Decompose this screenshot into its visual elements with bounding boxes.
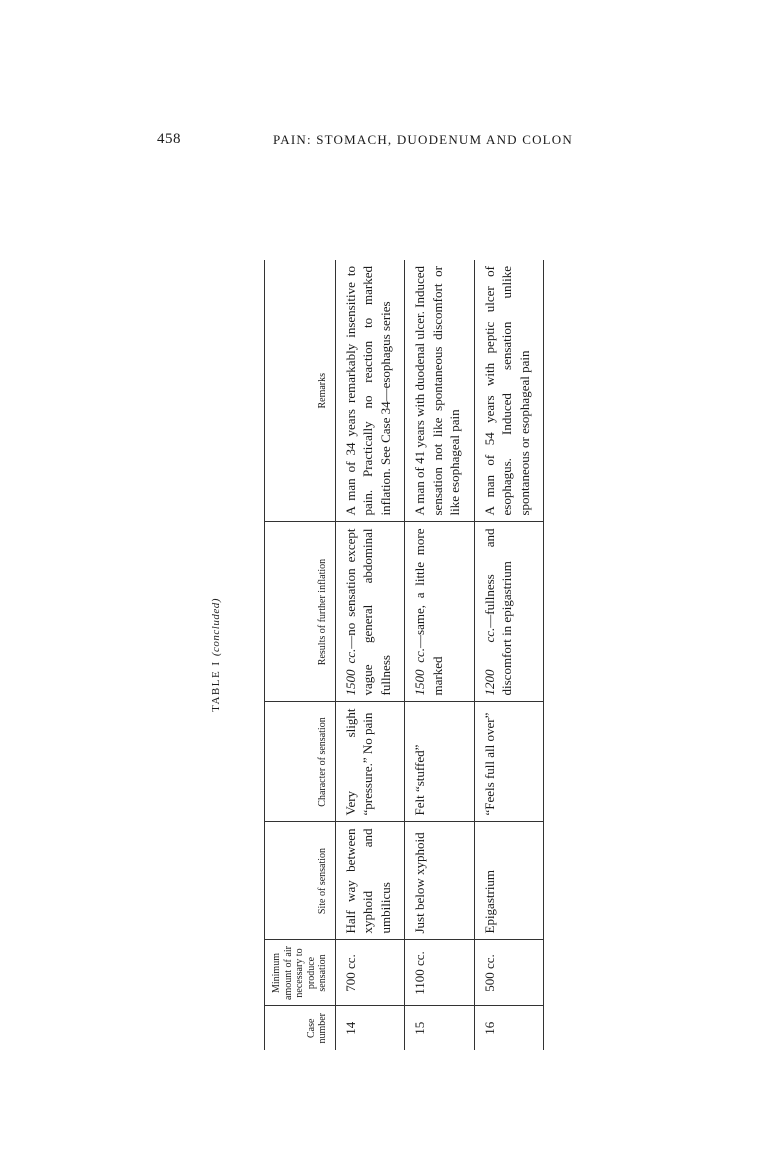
cell-min-air: 1100 cc. [405, 940, 475, 1006]
results-amount: 1200 cc. [481, 627, 497, 696]
cell-remarks: A man of 34 years remarkably insensitive to pain. Practically no reaction to marked inflation. See Case 34—esophagus series [335, 260, 405, 522]
cell-character: “Feels full all over” [474, 702, 544, 822]
table-caption-note: (concluded) [210, 598, 222, 657]
results-amount: 1500 cc. [412, 647, 428, 696]
header-results: Results of further inflation [265, 522, 336, 702]
results-text: —fullness and discomfort in epigastrium [481, 528, 515, 696]
header-character: Character of sensation [265, 702, 336, 822]
cell-results [335, 522, 405, 702]
cell-remarks: A man of 54 years with peptic ulcer of esophagus. Induced sensation unlike spontaneous or esophageal pain [474, 260, 544, 522]
table-caption-label: TABLE I [210, 660, 222, 712]
running-head: PAIN: STOMACH, DUODENUM AND COLON [273, 132, 573, 147]
header-remarks: Remarks [265, 260, 336, 522]
cell-site: Half way between xyphoid and umbilicus [335, 822, 405, 940]
cell-site: Just below xyphoid [405, 822, 475, 940]
data-table [264, 260, 544, 1050]
results-amount: 1500 cc. [342, 648, 358, 696]
header-site: Site of sensation [265, 822, 336, 940]
cell-character: Very slight “pressure.” No pain [335, 702, 405, 822]
page-number: 458 [157, 131, 181, 147]
cell-remarks: A man of 41 years with duodenal ulcer. Induced sensation not like spontaneous discomfort or like esophageal pain [405, 260, 475, 522]
cell-case: 15 [405, 1006, 475, 1050]
cell-case: 14 [335, 1006, 405, 1050]
table-header-row [265, 260, 336, 1050]
cell-results [474, 522, 544, 702]
cell-results [405, 522, 475, 702]
cell-min-air: 700 cc. [335, 940, 405, 1006]
header-case-number: Case number [265, 1006, 336, 1050]
cell-case: 16 [474, 1006, 544, 1050]
results-text: —no sensation except vague general abdominal fullness [342, 528, 393, 696]
table-caption [210, 260, 222, 1050]
table-row [335, 260, 405, 1050]
cell-min-air: 500 cc. [474, 940, 544, 1006]
cell-character: Felt “stuffed” [405, 702, 475, 822]
header-minimum-air: Minimum amount of air necessary to produce sensation [265, 940, 336, 1006]
results-text: —same, a little more marked [412, 528, 445, 696]
table-row [405, 260, 475, 1050]
cell-site: Epigastrium [474, 822, 544, 940]
table-row [474, 260, 544, 1050]
rotated-table-block [210, 260, 594, 1050]
